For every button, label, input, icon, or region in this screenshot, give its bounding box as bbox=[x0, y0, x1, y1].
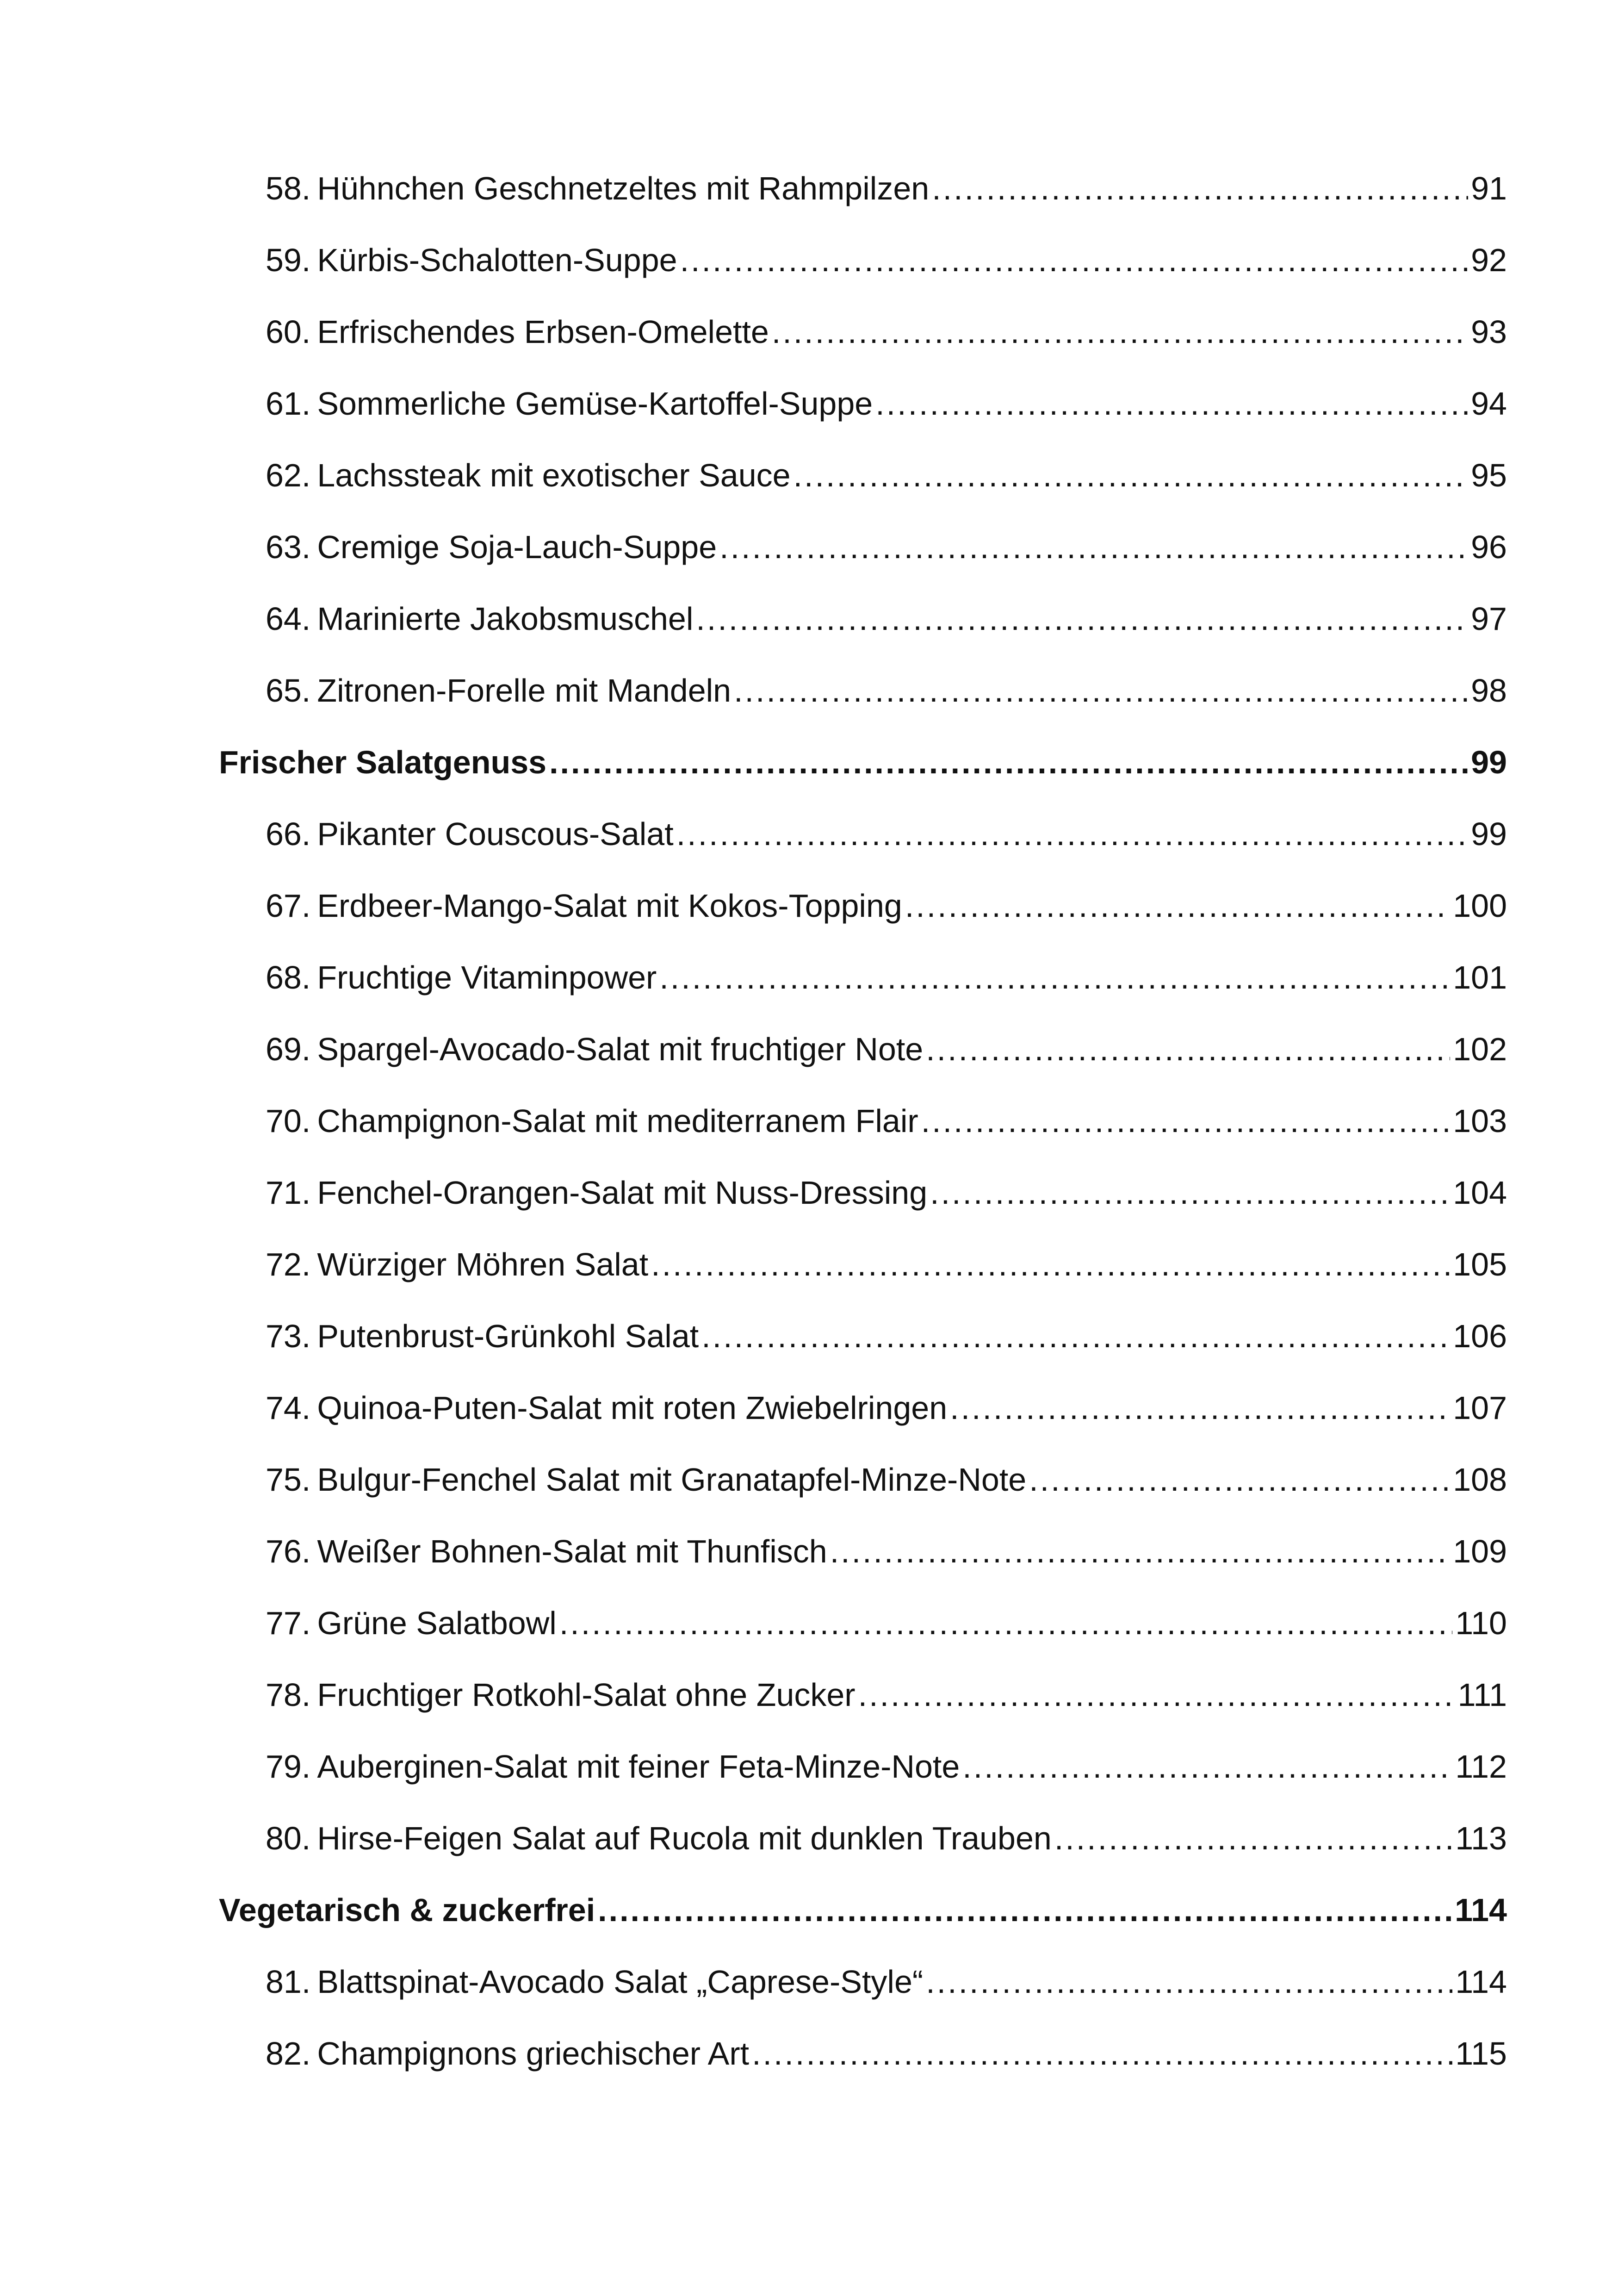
toc-entry-number: 59. bbox=[266, 242, 311, 278]
toc-dot-leader bbox=[680, 235, 1469, 286]
toc-dot-leader bbox=[932, 163, 1468, 214]
toc-page-number: 101 bbox=[1453, 959, 1507, 996]
toc-entry-number: 75. bbox=[266, 1462, 311, 1498]
toc-entry bbox=[266, 1454, 1507, 1505]
toc-dot-leader bbox=[719, 522, 1468, 572]
toc-entry-title: Blattspinat-Avocado Salat „Caprese-Style“ bbox=[317, 1964, 924, 2000]
toc-entry-title: Fenchel-Orangen-Salat mit Nuss-Dressing bbox=[317, 1175, 928, 1211]
toc-dot-leader bbox=[962, 1741, 1452, 1792]
toc-chapter-title: Frischer Salatgenuss bbox=[219, 744, 547, 780]
toc-dot-leader bbox=[830, 1526, 1451, 1577]
toc-page-number: 115 bbox=[1455, 2035, 1507, 2072]
toc-dot-leader bbox=[772, 306, 1468, 357]
toc-entry-number: 72. bbox=[266, 1246, 311, 1282]
toc-dot-leader bbox=[921, 1095, 1451, 1146]
toc-page-number: 95 bbox=[1471, 457, 1507, 493]
toc-page-number: 108 bbox=[1453, 1462, 1507, 1498]
toc-entry bbox=[266, 1956, 1507, 2007]
toc-entry-title: Champignon-Salat mit mediterranem Flair bbox=[317, 1103, 918, 1139]
toc-page-number: 106 bbox=[1453, 1318, 1507, 1354]
toc-entry-title: Hühnchen Geschnetzeltes mit Rahmpilzen bbox=[317, 170, 930, 206]
toc-page-number: 103 bbox=[1453, 1103, 1507, 1139]
toc-entry-title: Spargel-Avocado-Salat mit fruchtiger Note bbox=[317, 1031, 924, 1067]
toc-entry bbox=[266, 952, 1507, 1003]
toc-entry-number: 81. bbox=[266, 1964, 311, 2000]
toc-entry-title: Champignons griechischer Art bbox=[317, 2035, 750, 2072]
toc-entry-title: Auberginen-Salat mit feiner Feta-Minze-Note bbox=[317, 1748, 960, 1785]
toc-dot-leader bbox=[950, 1382, 1450, 1433]
toc-page-number: 91 bbox=[1471, 170, 1507, 206]
toc-entry-title: Putenbrust-Grünkohl Salat bbox=[317, 1318, 699, 1354]
toc-entry bbox=[266, 1598, 1507, 1649]
toc-page-number: 104 bbox=[1453, 1175, 1507, 1211]
toc-entry-number: 71. bbox=[266, 1175, 311, 1211]
toc-entry-number: 62. bbox=[266, 457, 311, 493]
toc-entry-number: 66. bbox=[266, 816, 311, 852]
toc-dot-leader bbox=[598, 1885, 1452, 1935]
toc-entry-number: 79. bbox=[266, 1748, 311, 1785]
toc-dot-leader bbox=[752, 2028, 1452, 2079]
toc-page-number: 98 bbox=[1471, 672, 1507, 709]
toc-entry bbox=[266, 809, 1507, 859]
toc-entry-number: 67. bbox=[266, 888, 311, 924]
toc-entry bbox=[266, 1239, 1507, 1290]
toc-entry bbox=[266, 665, 1507, 716]
toc-entry-title: Zitronen-Forelle mit Mandeln bbox=[317, 672, 732, 709]
toc-dot-leader bbox=[651, 1239, 1450, 1290]
toc-dot-leader bbox=[659, 952, 1450, 1003]
toc-dot-leader bbox=[559, 1598, 1453, 1649]
toc-dot-leader bbox=[930, 1167, 1450, 1218]
toc-page-number: 114 bbox=[1455, 1964, 1507, 2000]
toc-page-number: 97 bbox=[1471, 601, 1507, 637]
toc-entry-number: 82. bbox=[266, 2035, 311, 2072]
toc-entry bbox=[266, 1741, 1507, 1792]
toc-page-number: 96 bbox=[1471, 529, 1507, 565]
toc-entry-number: 78. bbox=[266, 1677, 311, 1713]
toc-page-number: 99 bbox=[1471, 816, 1507, 852]
toc-entry-title: Erdbeer-Mango-Salat mit Kokos-Topping bbox=[317, 888, 902, 924]
toc-entry-title: Fruchtiger Rotkohl-Salat ohne Zucker bbox=[317, 1677, 855, 1713]
toc-page-number: 102 bbox=[1453, 1031, 1507, 1067]
toc-page-number: 105 bbox=[1453, 1246, 1507, 1282]
toc-page-number: 113 bbox=[1455, 1820, 1507, 1856]
toc-entry-title: Weißer Bohnen-Salat mit Thunfisch bbox=[317, 1533, 827, 1569]
toc-chapter-title: Vegetarisch & zuckerfrei bbox=[219, 1892, 595, 1928]
toc-entry bbox=[266, 163, 1507, 214]
toc-entry-title: Bulgur-Fenchel Salat mit Granatapfel-Minze-Note bbox=[317, 1462, 1027, 1498]
toc-entry bbox=[266, 880, 1507, 931]
toc-page-number: 100 bbox=[1453, 888, 1507, 924]
toc-dot-leader bbox=[905, 880, 1450, 931]
toc-entry-title: Hirse-Feigen Salat auf Rucola mit dunklen Trauben bbox=[317, 1820, 1052, 1856]
toc-entry-number: 76. bbox=[266, 1533, 311, 1569]
toc-entry bbox=[266, 1095, 1507, 1146]
toc-entry-title: Pikanter Couscous-Salat bbox=[317, 816, 674, 852]
toc-dot-leader bbox=[858, 1669, 1455, 1720]
toc-dot-leader bbox=[926, 1024, 1450, 1075]
toc-dot-leader bbox=[696, 593, 1468, 644]
toc-entry-title: Erfrischendes Erbsen-Omelette bbox=[317, 314, 769, 350]
toc-entry-number: 74. bbox=[266, 1390, 311, 1426]
toc-entry bbox=[266, 1526, 1507, 1577]
toc-entry bbox=[266, 1167, 1507, 1218]
toc-entry-number: 65. bbox=[266, 672, 311, 709]
toc-entry-number: 69. bbox=[266, 1031, 311, 1067]
toc-entry bbox=[266, 306, 1507, 357]
toc-entry bbox=[266, 450, 1507, 501]
toc-entry-number: 77. bbox=[266, 1605, 311, 1641]
toc-chapter-heading bbox=[219, 1885, 1507, 1935]
toc-dot-leader bbox=[549, 737, 1468, 788]
toc-chapter-heading bbox=[219, 737, 1507, 788]
toc-dot-leader bbox=[734, 665, 1468, 716]
toc-entry bbox=[266, 522, 1507, 572]
toc-entry bbox=[266, 593, 1507, 644]
toc-entry bbox=[266, 2028, 1507, 2079]
toc-entry-title: Lachssteak mit exotischer Sauce bbox=[317, 457, 791, 493]
toc-page-number: 112 bbox=[1455, 1748, 1507, 1785]
toc-page-number: 92 bbox=[1471, 242, 1507, 278]
toc-page-number: 94 bbox=[1471, 386, 1507, 422]
toc-dot-leader bbox=[875, 378, 1468, 429]
toc-entry-number: 60. bbox=[266, 314, 311, 350]
toc-entry-number: 61. bbox=[266, 386, 311, 422]
toc-entry-title: Marinierte Jakobsmuschel bbox=[317, 601, 694, 637]
toc-entry bbox=[266, 1024, 1507, 1075]
toc-page-number: 109 bbox=[1453, 1533, 1507, 1569]
toc-entry-number: 63. bbox=[266, 529, 311, 565]
toc-entry bbox=[266, 1311, 1507, 1362]
toc-entry-number: 70. bbox=[266, 1103, 311, 1139]
toc-page-number: 99 bbox=[1471, 744, 1507, 780]
toc-entry-title: Quinoa-Puten-Salat mit roten Zwiebelringen bbox=[317, 1390, 948, 1426]
toc-entry-number: 68. bbox=[266, 959, 311, 996]
toc-entry-number: 64. bbox=[266, 601, 311, 637]
toc-entry bbox=[266, 378, 1507, 429]
toc-dot-leader bbox=[1054, 1813, 1453, 1864]
toc-entry-number: 73. bbox=[266, 1318, 311, 1354]
toc-entry-title: Grüne Salatbowl bbox=[317, 1605, 557, 1641]
toc-entry-number: 58. bbox=[266, 170, 311, 206]
toc-dot-leader bbox=[1029, 1454, 1450, 1505]
toc-dot-leader bbox=[676, 809, 1468, 859]
toc-entry bbox=[266, 1813, 1507, 1864]
toc-dot-leader bbox=[701, 1311, 1450, 1362]
toc-entry bbox=[266, 235, 1507, 286]
toc-entry-title: Würziger Möhren Salat bbox=[317, 1246, 649, 1282]
toc-page-number: 93 bbox=[1471, 314, 1507, 350]
toc-page-number: 111 bbox=[1457, 1677, 1507, 1713]
toc-entry-number: 80. bbox=[266, 1820, 311, 1856]
toc-entry-title: Kürbis-Schalotten-Suppe bbox=[317, 242, 677, 278]
toc-page-number: 110 bbox=[1455, 1605, 1507, 1641]
toc-entry bbox=[266, 1382, 1507, 1433]
toc-dot-leader bbox=[794, 450, 1469, 501]
toc-entry-title: Fruchtige Vitaminpower bbox=[317, 959, 657, 996]
toc-page-number: 107 bbox=[1453, 1390, 1507, 1426]
toc-page-number: 114 bbox=[1455, 1892, 1507, 1928]
toc-entry-title: Cremige Soja-Lauch-Suppe bbox=[317, 529, 717, 565]
toc-entry bbox=[266, 1669, 1507, 1720]
toc-entry-title: Sommerliche Gemüse-Kartoffel-Suppe bbox=[317, 386, 873, 422]
toc-dot-leader bbox=[926, 1956, 1452, 2007]
